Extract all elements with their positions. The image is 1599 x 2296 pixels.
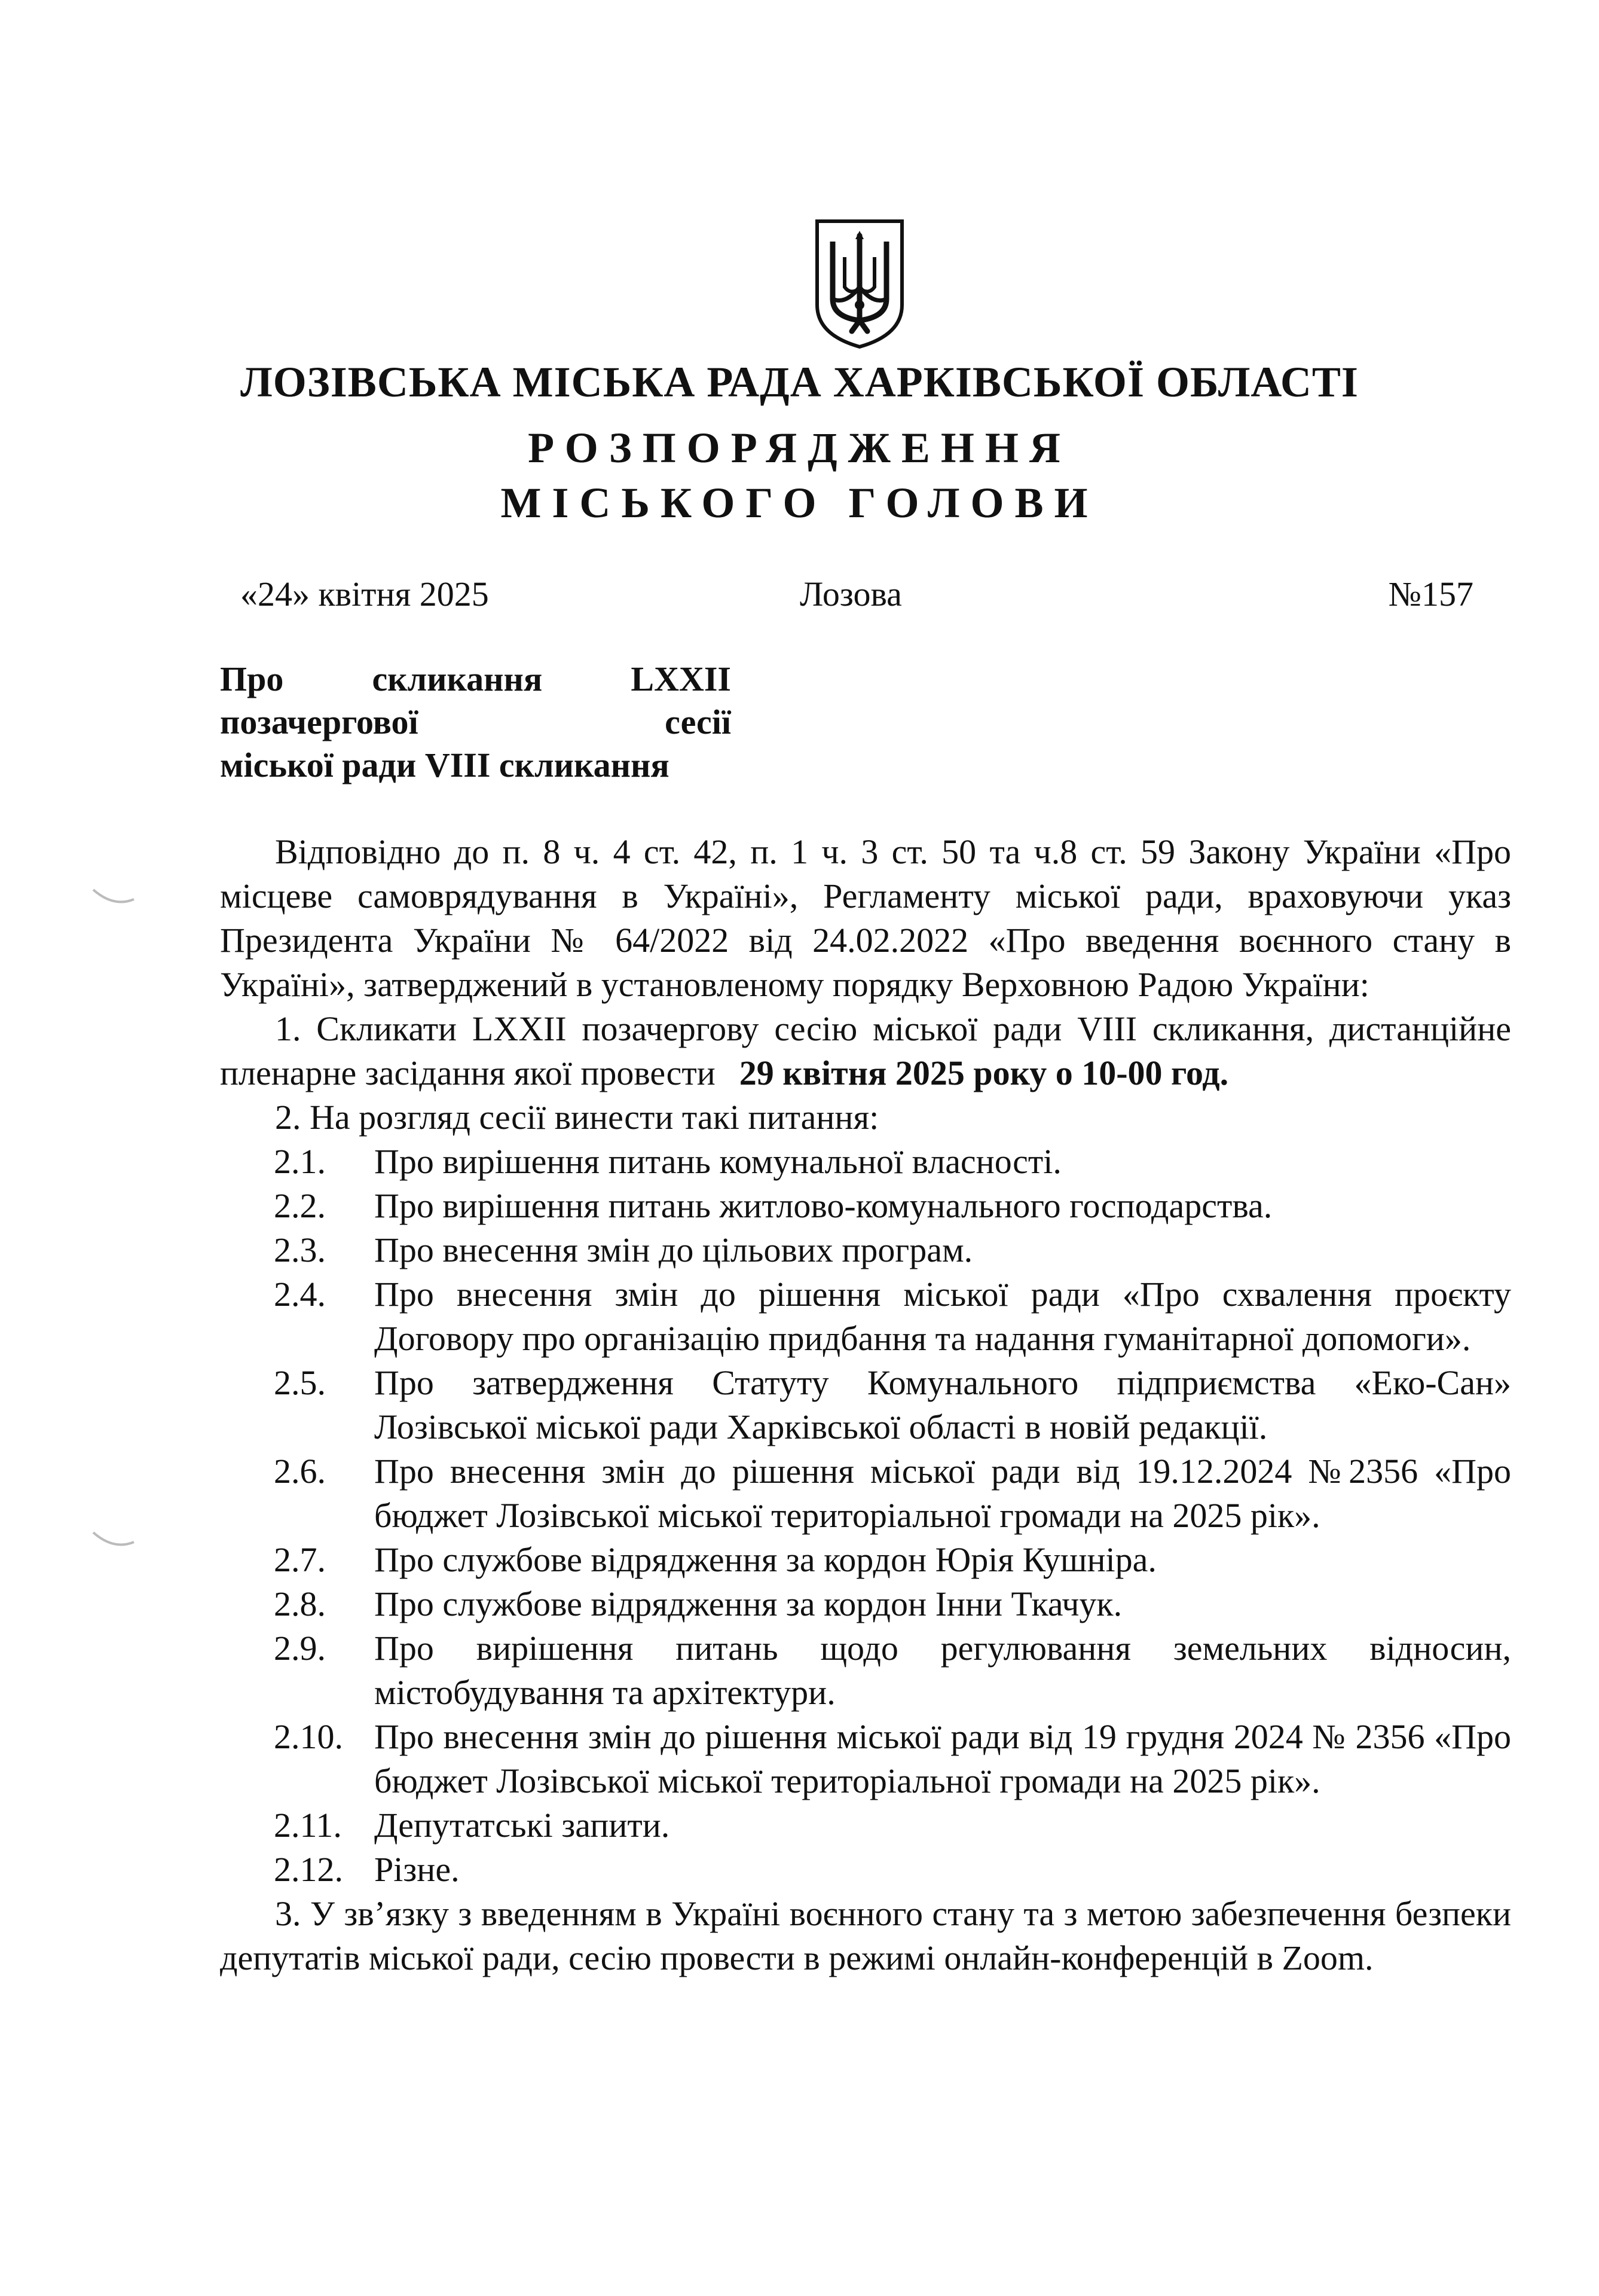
order-city: Лозова <box>800 575 902 613</box>
session-date: 29 квітня 2025 року о 10-00 год. <box>739 1054 1229 1092</box>
subject-line: міської ради VIII скликання <box>220 746 669 784</box>
point-2-intro: 2. На розгляд сесії винести такі питання: <box>275 1098 879 1137</box>
order-date: «24» квітня 2025 <box>240 575 489 613</box>
agenda-item <box>274 1449 1511 1538</box>
agenda-item <box>274 1803 1511 1848</box>
agenda-item-text: Про вирішення питань комунальної власності. <box>374 1142 1062 1181</box>
order-title-subtitle: МІСЬКОГО ГОЛОВИ <box>500 479 1099 527</box>
agenda-item <box>274 1848 1511 1892</box>
council-name: ЛОЗІВСЬКА МІСЬКА РАДА ХАРКІВСЬКОЇ ОБЛАСТІ <box>240 358 1359 406</box>
agenda-item <box>274 1715 1511 1803</box>
agenda-item-text: Про вирішення питань щодо регулювання земельних відносин, містобудування та архітектури. <box>374 1629 1511 1712</box>
agenda-item-number: 2.1. <box>274 1142 326 1181</box>
agenda-item-text: Про внесення змін до цільових програм. <box>374 1231 973 1269</box>
agenda-item-text: Про службове відрядження за кордон Юрія Кушніра. <box>374 1540 1157 1579</box>
agenda-item <box>274 1272 1511 1361</box>
order-body <box>220 830 1511 1980</box>
agenda-item-number: 2.3. <box>274 1231 326 1269</box>
agenda-item-text: Про вирішення питань житлово-комунального господарства. <box>374 1186 1273 1225</box>
agenda-item <box>274 1538 1511 1582</box>
agenda-item <box>274 1140 1511 1184</box>
agenda-item-number: 2.8. <box>274 1584 326 1623</box>
trident-emblem-icon <box>809 215 910 350</box>
agenda-item-number: 2.11. <box>274 1806 342 1845</box>
order-number: №157 <box>1388 575 1473 613</box>
agenda-item-number: 2.12. <box>274 1850 343 1889</box>
point-1-text: 1. Скликати LXXII позачергову сесію міської ради VIII скликання, дистанційне пленарне засідання якої провести <box>220 1009 1511 1092</box>
point-1 <box>220 1007 1511 1095</box>
scan-punch-mark <box>90 1528 137 1552</box>
subject-line: позачергової сесії <box>220 703 731 741</box>
agenda-item <box>274 1361 1511 1449</box>
agenda-item-number: 2.6. <box>274 1452 326 1491</box>
agenda-item-number: 2.2. <box>274 1186 326 1225</box>
agenda-item-text: Про внесення змін до рішення міської ради від 19.12.2024 №2356 «Про бюджет Лозівської міської територіальної громади на 2025 рік». <box>374 1452 1511 1535</box>
agenda-item-text: Про внесення змін до рішення міської ради від 19 грудня 2024 № 2356 «Про бюджет Лозівської міської територіальної громади на 2025 рік». <box>374 1717 1511 1800</box>
agenda-item-number: 2.10. <box>274 1717 343 1756</box>
agenda-item-number: 2.4. <box>274 1275 326 1314</box>
order-title: РОЗПОРЯДЖЕННЯ <box>528 424 1071 472</box>
agenda-item-text: Депутатські запити. <box>374 1806 670 1845</box>
agenda-item <box>274 1228 1511 1272</box>
order-subject <box>220 658 731 787</box>
agenda-item-text: Про службове відрядження за кордон Інни Ткачук. <box>374 1584 1123 1623</box>
agenda-item-number: 2.5. <box>274 1363 326 1402</box>
agenda-item-number: 2.9. <box>274 1629 326 1668</box>
agenda-list <box>274 1140 1511 1892</box>
agenda-item-text: Про внесення змін до рішення міської ради «Про схвалення проєкту Договору про організацію придбання та надання гуманітарної допомоги». <box>374 1275 1511 1358</box>
scan-punch-mark <box>90 885 137 909</box>
agenda-item-number: 2.7. <box>274 1540 326 1579</box>
subject-line: Про скликання LXXII <box>220 660 731 698</box>
agenda-item-text: Різне. <box>374 1850 460 1889</box>
agenda-item-text: Про затвердження Статуту Комунального підприємства «Еко-Сан» Лозівської міської ради Харківської області в новій редакції. <box>374 1363 1511 1446</box>
point-3: 3. У зв’язку з введенням в Україні воєнного стану та з метою забезпечення безпеки депутатів міської ради, сесію провести в режимі онлайн-конференцій в Zoom. <box>220 1894 1511 1977</box>
preamble-paragraph: Відповідно до п. 8 ч. 4 ст. 42, п. 1 ч. 3 ст. 50 та ч.8 ст. 59 Закону України «Про місцеве самоврядування в Україні», Регламенту міської ради, враховуючи указ Президента України № 64/2022 від 24.02.2022 «Про введення воєнного стану в Україні», затверджений в установленому порядку Верховною Радою України: <box>220 832 1511 1004</box>
agenda-item <box>274 1184 1511 1228</box>
agenda-item <box>274 1626 1511 1715</box>
agenda-item <box>274 1582 1511 1626</box>
